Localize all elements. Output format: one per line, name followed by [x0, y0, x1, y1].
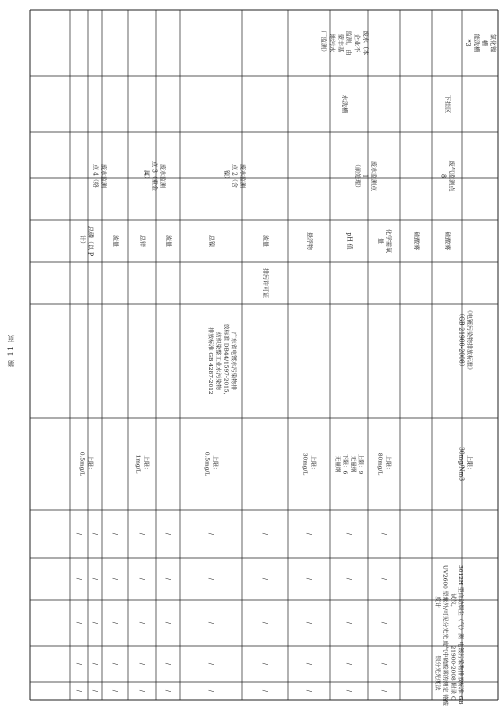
cell-point: 下挂区 [443, 94, 451, 114]
cell-slash: / [111, 662, 119, 666]
cell-slash: / [261, 532, 269, 536]
cell-param-flow3: 流量 [164, 234, 172, 248]
cell-wp1: （前处理） [353, 160, 361, 192]
cell-point2: 废气监测点 [447, 160, 455, 192]
cell-limit-p: 0.5mg/L [78, 451, 85, 477]
cell-param-zn: 总锌 [138, 234, 146, 248]
cell-slash: / [345, 621, 353, 625]
cell-limit: 30mg/Nm3 [457, 447, 465, 481]
cell-limit-ni: 上限： [211, 455, 218, 473]
cell-wp2: 点 2（含 [230, 164, 238, 188]
cell-limit-ph: 无量纲 [349, 455, 356, 473]
cell-slash: / [345, 689, 353, 693]
cell-slash: / [207, 621, 215, 625]
cell-method3: 电镀污染物排放标准 GB [457, 641, 464, 705]
cell-limit-ph: 下限：6 [341, 453, 348, 475]
cell-param-cod: 量 [376, 237, 384, 245]
cell-limit-cod: 上限： [384, 455, 391, 473]
cell-param-p: 计） [78, 234, 86, 248]
page-footer: 第 11 页 [7, 334, 15, 368]
cell-slash: / [75, 532, 83, 536]
cell-slash: / [75, 662, 83, 666]
cell-method1: 试仪， [449, 593, 456, 611]
cell-slash: / [261, 621, 269, 625]
cell-method3: 21900-2008 附录 C [449, 645, 456, 701]
cell-slash: / [345, 532, 353, 536]
cell-wp2: 废水监测 [238, 163, 246, 189]
cell-slash: / [261, 577, 269, 581]
cell-slash: / [91, 621, 99, 625]
cell-wp3: 点 3（重金 [150, 161, 158, 191]
cell-site: *3 [463, 39, 471, 47]
cell-slash: / [207, 532, 215, 536]
cell-limit-cod: 80mg/L [376, 452, 383, 476]
cell-limit-ph: 无量纲 [334, 455, 341, 473]
cell-slash: / [164, 577, 172, 581]
cell-slash: / [380, 621, 388, 625]
cell-limit-zn: 上限： [142, 455, 149, 473]
cell-slash: / [380, 689, 388, 693]
cell-std-ni: 放标准 DB44/1597-2015， [222, 323, 229, 399]
cell-std-name: 《电镀污染物排放标准》 [465, 306, 473, 374]
cell-slash: / [75, 577, 83, 581]
cell-param-ss: 悬浮物 [305, 231, 313, 251]
cell-water-site: 地污水 [327, 33, 335, 53]
cell-slash: / [138, 532, 146, 536]
cell-slash: / [91, 662, 99, 666]
cell-site: 槽 [480, 39, 488, 47]
cell-slash: / [345, 662, 353, 666]
cell-slash: / [305, 662, 313, 666]
cell-slash: / [138, 577, 146, 581]
cell-slash: / [207, 577, 215, 581]
cell-slash: / [305, 689, 313, 693]
cell-slash: / [91, 532, 99, 536]
cell-limit-ni: 0.5mg/L [203, 451, 210, 477]
cell-water-site: 监测，由 [344, 30, 352, 56]
cell-slash: / [138, 689, 146, 693]
cell-water-tank: 水洗槽 [340, 94, 348, 114]
cell-std-name: （GB 21900-2008） [457, 310, 465, 370]
cell-point2: 8 [439, 174, 447, 178]
cell-param-p: 总磷（以 P [86, 226, 94, 256]
cell-slash: / [91, 577, 99, 581]
cell-slash: / [91, 689, 99, 693]
cell-method3: 废气中硫酸雾的测定 铬酸 [441, 640, 448, 706]
cell-slash: / [261, 662, 269, 666]
cell-water-site: 蒙丰基 [336, 33, 344, 53]
cell-slash: / [164, 532, 172, 536]
cell-method1: 3012H 型自动烟尘（气）测 [457, 565, 464, 639]
cell-wp4: 点 4（络 [91, 164, 99, 188]
cell-slash: / [380, 662, 388, 666]
cell-freq: 硫酸雾 [412, 231, 420, 251]
cell-slash: / [164, 621, 172, 625]
cell-site: 氯化镍 [489, 33, 497, 53]
cell-param-ph: pH 值 [345, 232, 353, 250]
cell-limit-p: 上限： [86, 455, 93, 473]
cell-slash: / [305, 621, 313, 625]
cell-water-site: 厂监测） [319, 30, 327, 56]
cell-water-site: 企业不 [353, 33, 361, 53]
cell-std-ni: 纺织染整工业水污染物 [214, 332, 221, 390]
cell-slash: / [380, 577, 388, 581]
cell-limit-ss: 30mg/L [301, 452, 308, 476]
cell-water-site: 废水（本 [361, 30, 369, 56]
cell-slash: / [207, 662, 215, 666]
cell-param-ni: 总镍 [207, 234, 215, 248]
cell-slash: / [138, 621, 146, 625]
cell-slash: / [261, 689, 269, 693]
cell-param-flow2: 流量 [261, 234, 269, 248]
cell-slash: / [111, 689, 119, 693]
cell-slash: / [111, 577, 119, 581]
cell-limit: 上限： [465, 454, 473, 474]
cell-slash: / [164, 662, 172, 666]
cell-wp1: 废水监测点 [369, 160, 377, 192]
cell-wp2: 镍） [222, 169, 230, 183]
cell-param: 硫酸雾 [443, 231, 451, 251]
cell-slash: / [345, 577, 353, 581]
cell-slash: / [305, 577, 313, 581]
cell-slash: / [75, 621, 83, 625]
cell-std-ni: 排放标准 GB 4287-2012 [206, 327, 213, 395]
cell-method1: UV2600 型紫外/可见分光光 [441, 565, 448, 639]
cell-slash: / [111, 532, 119, 536]
cell-slash: / [207, 689, 215, 693]
cell-limit-ph: 上限：9 [356, 453, 363, 475]
cell-param-flow4: 流量 [111, 234, 119, 248]
cell-wp3: 废水监测 [158, 163, 166, 189]
cell-method3: 钡分光光度法 [433, 655, 440, 691]
monitoring-table [30, 10, 498, 706]
cell-slash: / [380, 532, 388, 536]
cell-slash: / [111, 621, 119, 625]
cell-slash: / [164, 689, 172, 693]
cell-limit-ss: 上限： [309, 455, 316, 473]
cell-wp1: 1 [361, 174, 369, 178]
cell-slash: / [75, 689, 83, 693]
cell-std-ni: 广东省电镀水污染物排 [230, 332, 237, 390]
cell-site: 能洗槽 [472, 33, 480, 53]
cell-wp3: 属） [142, 169, 150, 183]
cell-method1: 度计 [433, 596, 440, 608]
cell-std-permit: 排污许可证 [261, 267, 269, 299]
cell-slash: / [305, 532, 313, 536]
cell-wp4: 废水监测 [99, 163, 107, 189]
cell-slash: / [138, 662, 146, 666]
cell-limit-zn: 1mg/L [134, 454, 141, 474]
cell-param-cod: 化学需氧 [384, 228, 392, 254]
